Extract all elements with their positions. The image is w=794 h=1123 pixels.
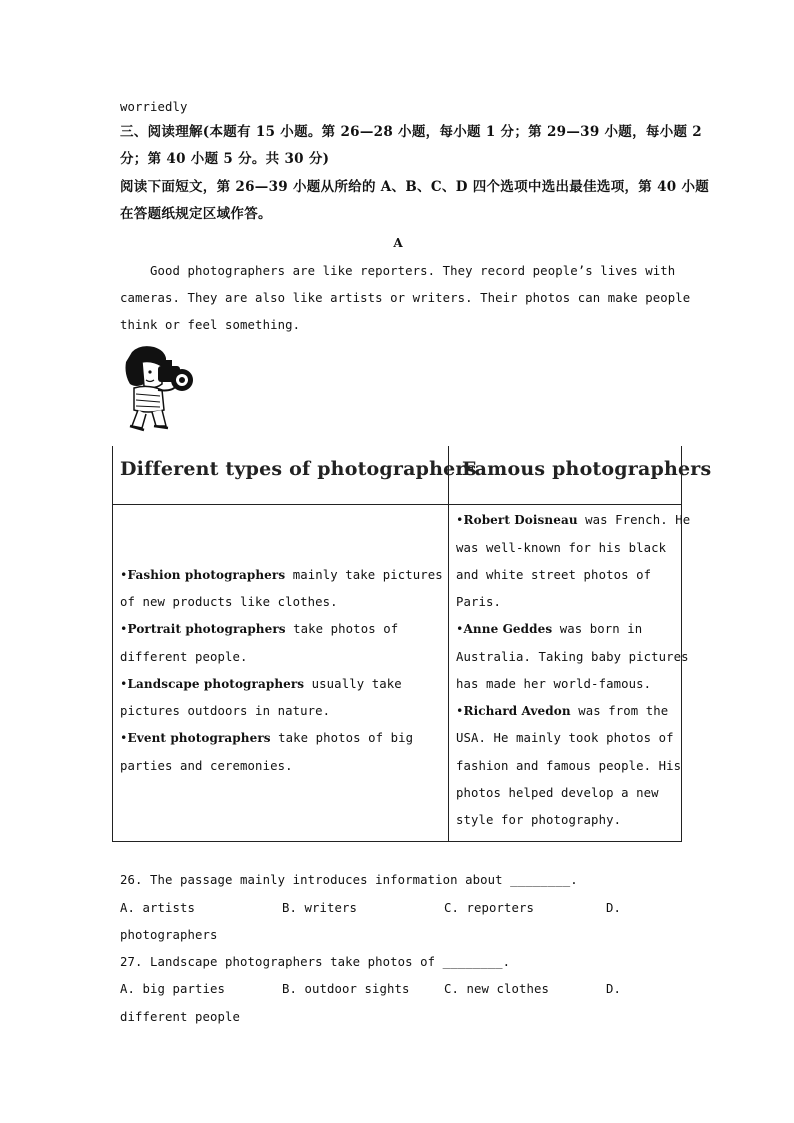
question-26-option-b[interactable]: B. writers — [282, 901, 358, 915]
type-fashion: •Fashion photographers mainly take pictures — [120, 568, 443, 582]
type-landscape-cont: pictures outdoors in nature. — [120, 704, 331, 718]
type-desc: mainly take pictures — [285, 568, 443, 582]
question-27-option-c[interactable]: C. new clothes — [444, 982, 550, 996]
type-name: Fashion photographers — [127, 568, 286, 582]
famous-doisneau-line: and white street photos of — [456, 568, 652, 582]
question-27-option-d[interactable]: D. — [606, 982, 622, 996]
intro-line-1: Good photographers are like reporters. They record people’s lives with — [120, 264, 676, 278]
famous-doisneau-line: was well-known for his black — [456, 541, 667, 555]
type-desc: take photos of — [285, 622, 399, 636]
question-26-stem: 26. The passage mainly introduces information about ________. — [120, 873, 578, 887]
instruction-line-1: 阅读下面短文，第 26—39 小题从所给的 A、B、C、D 四个选项中选出最佳选项，第 40 小题 — [120, 179, 710, 195]
type-event: •Event photographers take photos of big — [120, 731, 414, 745]
intro-line-3: think or feel something. — [120, 318, 301, 332]
question-26-option-c[interactable]: C. reporters — [444, 901, 535, 915]
type-landscape: •Landscape photographers usually take — [120, 677, 402, 691]
type-event-cont: parties and ceremonies. — [120, 759, 293, 773]
previous-answer-word: worriedly — [120, 100, 188, 114]
famous-avedon: •Richard Avedon was from the — [456, 704, 669, 718]
table-header-divider — [112, 504, 682, 505]
type-portrait-cont: different people. — [120, 650, 248, 664]
famous-desc: was born in — [552, 622, 643, 636]
question-26-option-a[interactable]: A. artists — [120, 901, 196, 915]
header-famous-photographers: Famous photographers — [462, 458, 712, 480]
type-desc: take photos of big — [270, 731, 414, 745]
header-different-types: Different types of photographers — [120, 458, 477, 480]
famous-avedon-line: USA. He mainly took photos of — [456, 731, 674, 745]
table-column-divider — [448, 446, 449, 842]
question-27-option-a[interactable]: A. big parties — [120, 982, 226, 996]
famous-desc: was French. He — [577, 513, 691, 527]
famous-doisneau-line: Paris. — [456, 595, 502, 609]
question-26-option-d-text[interactable]: photographers — [120, 928, 218, 942]
famous-avedon-line: style for photography. — [456, 813, 622, 827]
question-26-option-d[interactable]: D. — [606, 901, 622, 915]
famous-doisneau: •Robert Doisneau was French. He — [456, 513, 691, 527]
question-27-option-d-text[interactable]: different people — [120, 1010, 241, 1024]
type-desc: usually take — [304, 677, 402, 691]
famous-name: Richard Avedon — [463, 704, 571, 718]
famous-name: Anne Geddes — [463, 622, 553, 636]
famous-desc: was from the — [570, 704, 669, 718]
famous-avedon-line: photos helped develop a new — [456, 786, 659, 800]
type-fashion-cont: of new products like clothes. — [120, 595, 338, 609]
famous-name: Robert Doisneau — [463, 513, 578, 527]
famous-avedon-line: fashion and famous people. His — [456, 759, 682, 773]
famous-geddes: •Anne Geddes was born in — [456, 622, 643, 636]
passage-label: A — [393, 236, 403, 250]
section-title-line-2: 分；第 40 小题 5 分。共 30 分) — [120, 151, 330, 167]
type-portrait: •Portrait photographers take photos of — [120, 622, 399, 636]
question-27-option-b[interactable]: B. outdoor sights — [282, 982, 410, 996]
famous-geddes-line: has made her world-famous. — [456, 677, 652, 691]
instruction-line-2: 在答题纸规定区域作答。 — [120, 206, 272, 222]
intro-line-2: cameras. They are also like artists or writers. Their photos can make people — [120, 291, 691, 305]
type-name: Portrait photographers — [127, 622, 286, 636]
section-title-line-1: 三、阅读理解(本题有 15 小题。第 26—28 小题，每小题 1 分；第 29—39 小题，每小题 2 — [120, 124, 703, 140]
question-27-stem: 27. Landscape photographers take photos of ________. — [120, 955, 511, 969]
type-name: Event photographers — [127, 731, 271, 745]
type-name: Landscape photographers — [127, 677, 305, 691]
photographer-illustration — [118, 344, 198, 434]
famous-geddes-line: Australia. Taking baby pictures — [456, 650, 689, 664]
